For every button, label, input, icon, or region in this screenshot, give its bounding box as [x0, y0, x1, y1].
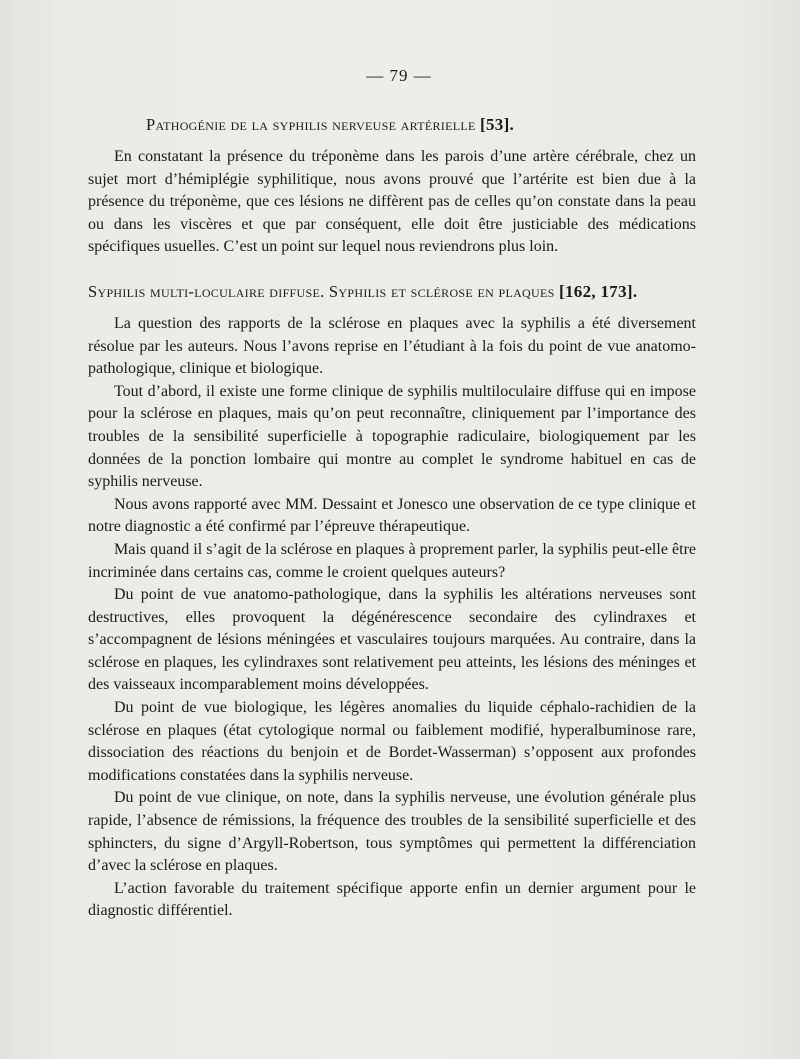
paragraph: Mais quand il s’agit de la sclérose en plaques à proprement parler, la syphilis peut-elle être incriminée dans certains cas, comme le croient quelques auteurs?	[88, 540, 696, 581]
page-number: — 79 —	[366, 66, 432, 85]
paragraph: Du point de vue clinique, on note, dans la syphilis nerveuse, une évolution générale plus rapide, l’absence de rémissions, la fréquence des troubles de la sensibilité superficielle et des sphincters, du signe d’Argyll-Robertson, tous symptômes qui permettent la différenciation d’avec la sclérose en plaques.	[88, 789, 696, 875]
paragraph: Du point de vue anatomo-pathologique, dans la syphilis les altérations nerveuses sont destructives, elles provoquent la dégénérescence secondaire des cylindraxes et s’accompagnent de lésions méningées et vasculaires toujours marquées. Au contraire, dans la sclérose en plaques, les cylindraxes sont relativement peu atteints, les lésions des méninges et des vaisseaux incomparablement moins développées.	[88, 586, 696, 694]
paragraph: Du point de vue biologique, les légères anomalies du liquide céphalo-rachidien de la sclérose en plaques (état cytologique normal ou faiblement modifié, hyperalbuminose rare, dissociation des réactions du benjoin et de Bordet-Wasserman) s’opposent aux profondes modifications constatées dans la syphilis nerveuse.	[88, 699, 696, 784]
section-heading-syphilis-multiloculaire	[88, 281, 696, 303]
paragraph: La question des rapports de la sclérose en plaques avec la syphilis a été diversement résolue par les auteurs. Nous l’avons reprise en l’étudiant à la fois du point de vue anatomo-pathologique, clinique et biologique.	[88, 314, 696, 378]
section-reference: [53].	[480, 115, 515, 134]
section-heading-text: Syphilis multi-loculaire diffuse. Syphilis et sclérose en plaques	[88, 281, 555, 301]
section-heading-text: Pathogénie de la syphilis nerveuse artérielle	[146, 115, 476, 134]
section-body-pathogenie	[88, 146, 696, 259]
paragraph: Nous avons rapporté avec MM. Dessaint et Jonesco une observation de ce type clinique et notre diagnostic a été confirmé par l’épreuve thérapeutique.	[88, 495, 696, 536]
paragraph: L’action favorable du traitement spécifique apporte enfin un dernier argument pour le diagnostic différentiel.	[88, 879, 696, 920]
section-body-syphilis-multiloculaire	[88, 313, 696, 923]
page-content	[88, 66, 696, 923]
paragraph: Tout d’abord, il existe une forme clinique de syphilis multiloculaire diffuse qui en impose pour la sclérose en plaques, mais qu’on peut reconnaître, cliniquement par l’importance des troubles de la sensibilité superficielle à topographie radiculaire, biologiquement par les données de la ponction lombaire qui montre au complet le syndrome habituel en cas de syphilis nerveuse.	[88, 382, 696, 491]
paragraph: En constatant la présence du tréponème dans les parois d’une artère cérébrale, chez un sujet mort d’hémiplégie syphilitique, nous avons prouvé que l’artérite est bien due à la présence du tréponème, que ces lésions ne diffèrent pas de celles qu’on constate dans la peau ou dans les viscères et que par conséquent, elle doit être justiciable des médications spécifiques usuelles. C’est un point sur lequel nous reviendrons plus loin.	[88, 148, 696, 256]
section-reference: [162, 173].	[559, 281, 638, 301]
section-heading-pathogenie	[88, 114, 696, 136]
